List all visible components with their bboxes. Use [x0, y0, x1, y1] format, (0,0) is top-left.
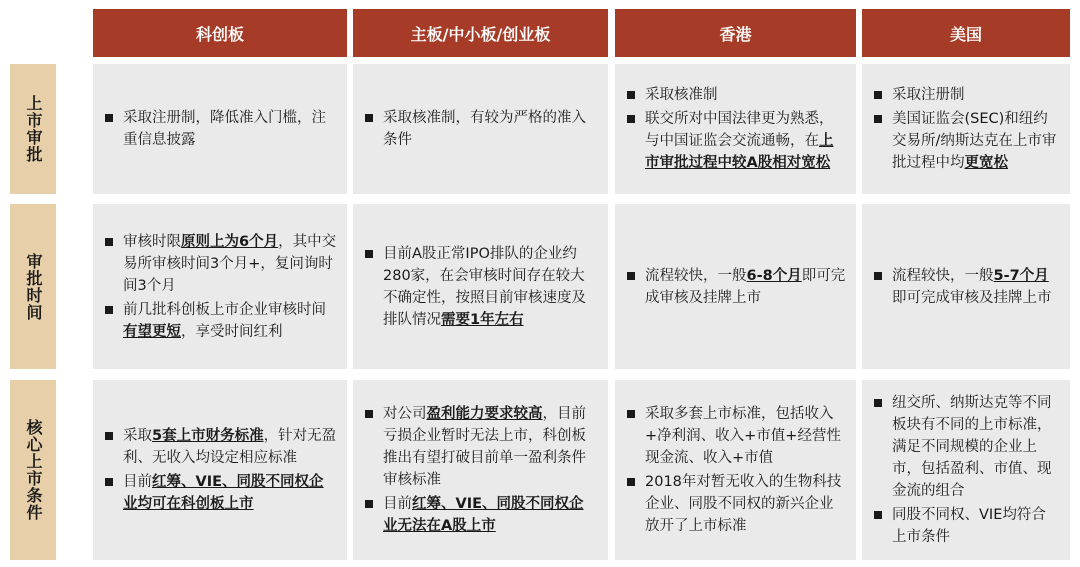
bullet-text: [645, 471, 846, 537]
cell-time-hongkong: [615, 204, 856, 369]
bullet-item: [363, 243, 598, 331]
cell-conditions-kechuang: [93, 380, 347, 560]
square-bullet-icon: [365, 500, 373, 508]
plain-text: 目前: [383, 496, 412, 512]
row-label-core-conditions: 核心上市条件: [10, 380, 56, 560]
emphasis-text: 红筹、VIE、同股不同权企业均可在科创板上市: [123, 474, 324, 512]
bullet-text: [123, 471, 337, 515]
bullet-text: [645, 84, 846, 106]
plain-text: 采取注册制: [892, 87, 965, 103]
emphasis-text: 盈利能力要求较高: [426, 406, 543, 422]
square-bullet-icon: [627, 272, 635, 280]
emphasis-text: 5套上市财务标准: [152, 428, 264, 444]
plain-text: 即可完成审核及挂牌上市: [892, 289, 1052, 306]
square-bullet-icon: [627, 91, 635, 99]
plain-text: 目前A股正常IPO排队的企业约280家，在会审核时间存在较大不确定性，按照目前审核速度及排队情况: [383, 245, 586, 328]
plain-text: 采取核准制: [645, 87, 718, 103]
bullet-item: [872, 108, 1060, 174]
bullet-text: [383, 493, 598, 537]
bullet-item: [625, 265, 846, 309]
bullet-text: [383, 243, 598, 331]
square-bullet-icon: [874, 511, 882, 519]
plain-text: 采取多套上市标准，包括收入+净利润、收入+市值+经营性现金流、收入+市值: [645, 406, 841, 466]
cell-approval-hongkong: [615, 64, 856, 194]
bullet-item: [872, 504, 1060, 548]
square-bullet-icon: [365, 114, 373, 122]
bullet-item: [103, 231, 337, 297]
header-kechuang: 科创板: [93, 9, 347, 57]
bullet-item: [625, 471, 846, 537]
header-main-board: 主板/中小板/创业板: [353, 9, 608, 57]
plain-text: 美国证监会(SEC)和纽约交易所/纳斯达克在上市审批过程中均: [892, 111, 1057, 171]
bullet-item: [363, 493, 598, 537]
plain-text: 联交所对中国法律更为熟悉，与中国证监会交流通畅，在: [645, 111, 834, 149]
bullet-text: [645, 108, 846, 174]
bullet-item: [872, 392, 1060, 502]
plain-text: 2018年对暂无收入的生物科技企业、同股不同权的新兴企业放开了上市标准: [645, 474, 842, 534]
bullet-item: [872, 265, 1060, 309]
bullet-text: [892, 504, 1060, 548]
bullet-text: [645, 403, 846, 469]
square-bullet-icon: [105, 478, 113, 486]
cell-approval-usa: [862, 64, 1070, 194]
cell-time-kechuang: [93, 204, 347, 369]
plain-text: 同股不同权、VIE均符合上市条件: [892, 507, 1046, 545]
cell-conditions-usa: [862, 380, 1070, 560]
bullet-item: [625, 84, 846, 106]
emphasis-text: 需要1年左右: [441, 311, 524, 328]
header-usa: 美国: [862, 9, 1070, 57]
plain-text: 采取: [123, 428, 152, 444]
cell-conditions-main-board: [353, 380, 608, 560]
bullet-text: [123, 299, 337, 343]
header-hongkong: 香港: [615, 9, 856, 57]
square-bullet-icon: [874, 91, 882, 99]
square-bullet-icon: [105, 238, 113, 246]
plain-text: ，其中交易所审核时间3个月+，复问询时间3个月: [123, 233, 337, 294]
square-bullet-icon: [627, 115, 635, 123]
bullet-item: [872, 84, 1060, 106]
plain-text: 前几批科创板上市企业审核时间: [123, 301, 326, 318]
emphasis-text: 红筹、VIE、同股不同权企业无法在A股上市: [383, 496, 584, 534]
bullet-item: [103, 107, 337, 151]
plain-text: 采取核准制，有较为严格的准入条件: [383, 110, 586, 148]
bullet-item: [103, 471, 337, 515]
plain-text: 对公司: [383, 406, 427, 422]
square-bullet-icon: [874, 399, 882, 407]
square-bullet-icon: [874, 272, 882, 280]
bullet-text: [123, 231, 337, 297]
bullet-text: [123, 107, 337, 151]
cell-approval-main-board: [353, 64, 608, 194]
emphasis-text: 6-8个月: [746, 267, 802, 284]
cell-approval-kechuang: [93, 64, 347, 194]
bullet-item: [363, 403, 598, 491]
row-label-listing-approval: 上市审批: [10, 64, 56, 194]
emphasis-text: 原则上为6个月: [181, 233, 279, 250]
bullet-text: [892, 84, 1060, 106]
square-bullet-icon: [105, 432, 113, 440]
square-bullet-icon: [365, 250, 373, 258]
plain-text: 目前: [123, 474, 152, 490]
plain-text: ，目前亏损企业暂时无法上市，科创板推出有望打破目前单一盈利条件审核标准: [383, 406, 586, 488]
bullet-text: [123, 425, 337, 469]
bullet-item: [625, 403, 846, 469]
cell-time-main-board: [353, 204, 608, 369]
plain-text: 审核时限: [123, 233, 181, 250]
bullet-text: [645, 265, 846, 309]
bullet-text: [892, 265, 1060, 309]
plain-text: ，享受时间红利: [181, 323, 283, 340]
bullet-item: [103, 425, 337, 469]
bullet-item: [363, 107, 598, 151]
cell-conditions-hongkong: [615, 380, 856, 560]
square-bullet-icon: [105, 306, 113, 314]
plain-text: 流程较快，一般: [892, 267, 994, 284]
square-bullet-icon: [105, 114, 113, 122]
emphasis-text: 有望更短: [123, 323, 181, 340]
bullet-text: [383, 403, 598, 491]
plain-text: 采取注册制，降低准入门槛，注重信息披露: [123, 110, 326, 148]
plain-text: 流程较快，一般: [645, 267, 747, 284]
row-label-approval-time: 审批时间: [10, 204, 56, 369]
square-bullet-icon: [627, 478, 635, 486]
cell-time-usa: [862, 204, 1070, 369]
plain-text: 纽交所、纳斯达克等不同板块有不同的上市标准，满足不同规模的企业上市，包括盈利、市值、现金流的组合: [892, 395, 1052, 499]
emphasis-text: 更宽松: [964, 155, 1008, 171]
emphasis-text: 上市审批过程中较A股相对宽松: [645, 133, 834, 171]
plain-text: 即可完成审核及挂牌上市: [645, 267, 846, 306]
emphasis-text: 5-7个月: [993, 267, 1049, 284]
square-bullet-icon: [627, 410, 635, 418]
plain-text: ，针对无盈利、无收入均设定相应标准: [123, 428, 337, 466]
bullet-text: [892, 392, 1060, 502]
square-bullet-icon: [365, 410, 373, 418]
bullet-text: [892, 108, 1060, 174]
bullet-item: [103, 299, 337, 343]
bullet-text: [383, 107, 598, 151]
bullet-item: [625, 108, 846, 174]
square-bullet-icon: [874, 115, 882, 123]
